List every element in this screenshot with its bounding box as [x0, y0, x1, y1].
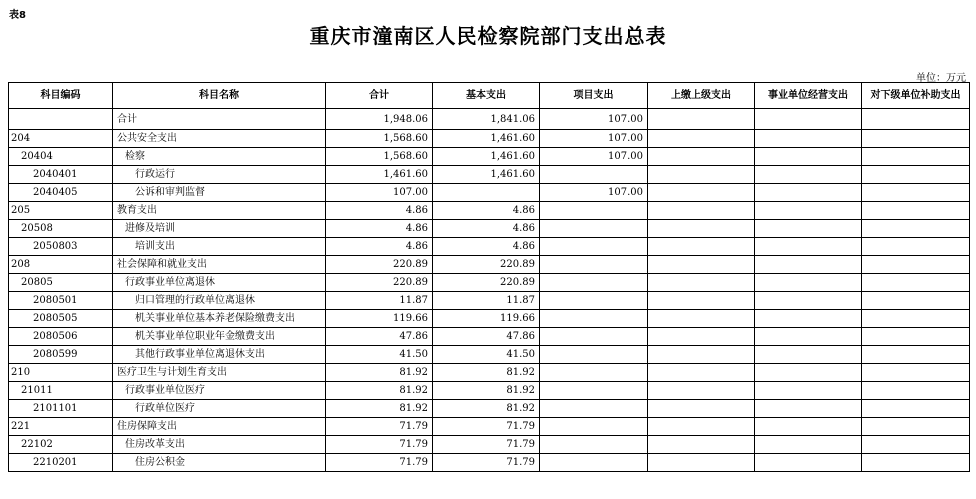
cell-project — [540, 436, 648, 454]
header-name: 科目名称 — [113, 83, 326, 109]
cell-total: 71.79 — [326, 454, 433, 472]
cell-name: 教育支出 — [113, 202, 326, 220]
cell-upper — [648, 256, 755, 274]
table-row — [9, 274, 970, 292]
cell-subsidy — [862, 346, 970, 364]
cell-code: 205 — [9, 202, 113, 220]
cell-basic: 71.79 — [433, 436, 540, 454]
cell-upper — [648, 346, 755, 364]
cell-business — [755, 328, 862, 346]
cell-name: 归口管理的行政单位离退休 — [113, 292, 326, 310]
cell-business — [755, 109, 862, 130]
cell-basic: 1,461.60 — [433, 130, 540, 148]
cell-subsidy — [862, 148, 970, 166]
cell-subsidy — [862, 292, 970, 310]
cell-total: 71.79 — [326, 418, 433, 436]
cell-business — [755, 364, 862, 382]
cell-subsidy — [862, 202, 970, 220]
cell-code: 20805 — [9, 274, 113, 292]
header-upper: 上缴上级支出 — [648, 83, 755, 109]
cell-project — [540, 292, 648, 310]
cell-name: 医疗卫生与计划生育支出 — [113, 364, 326, 382]
cell-business — [755, 220, 862, 238]
cell-project — [540, 418, 648, 436]
cell-basic — [433, 184, 540, 202]
cell-name: 行政事业单位离退休 — [113, 274, 326, 292]
cell-upper — [648, 292, 755, 310]
cell-basic: 1,461.60 — [433, 148, 540, 166]
cell-basic: 11.87 — [433, 292, 540, 310]
cell-business — [755, 166, 862, 184]
cell-upper — [648, 454, 755, 472]
cell-subsidy — [862, 166, 970, 184]
table-row — [9, 109, 970, 130]
cell-name: 检察 — [113, 148, 326, 166]
cell-code: 2080506 — [9, 328, 113, 346]
cell-basic: 71.79 — [433, 454, 540, 472]
table-row — [9, 364, 970, 382]
cell-subsidy — [862, 238, 970, 256]
cell-subsidy — [862, 184, 970, 202]
cell-name: 住房改革支出 — [113, 436, 326, 454]
cell-business — [755, 256, 862, 274]
cell-name: 社会保障和就业支出 — [113, 256, 326, 274]
cell-basic: 220.89 — [433, 274, 540, 292]
page-title: 重庆市潼南区人民检察院部门支出总表 — [309, 24, 667, 48]
header-subsidy: 对下级单位补助支出 — [862, 83, 970, 109]
cell-total: 11.87 — [326, 292, 433, 310]
cell-basic: 4.86 — [433, 202, 540, 220]
cell-code: 22102 — [9, 436, 113, 454]
cell-project — [540, 346, 648, 364]
cell-total: 1,568.60 — [326, 148, 433, 166]
cell-subsidy — [862, 130, 970, 148]
cell-code: 2040401 — [9, 166, 113, 184]
cell-total: 41.50 — [326, 346, 433, 364]
cell-upper — [648, 310, 755, 328]
cell-subsidy — [862, 436, 970, 454]
cell-subsidy — [862, 328, 970, 346]
table-row — [9, 256, 970, 274]
cell-project — [540, 238, 648, 256]
cell-upper — [648, 274, 755, 292]
cell-total: 81.92 — [326, 382, 433, 400]
cell-subsidy — [862, 310, 970, 328]
cell-business — [755, 310, 862, 328]
cell-project — [540, 454, 648, 472]
cell-basic: 81.92 — [433, 400, 540, 418]
cell-basic: 220.89 — [433, 256, 540, 274]
cell-upper — [648, 109, 755, 130]
cell-code: 2101101 — [9, 400, 113, 418]
cell-upper — [648, 382, 755, 400]
cell-name: 住房保障支出 — [113, 418, 326, 436]
table-row — [9, 148, 970, 166]
cell-project — [540, 328, 648, 346]
cell-business — [755, 454, 862, 472]
cell-business — [755, 436, 862, 454]
cell-subsidy — [862, 256, 970, 274]
cell-total: 1,461.60 — [326, 166, 433, 184]
cell-name: 住房公积金 — [113, 454, 326, 472]
table-row — [9, 382, 970, 400]
cell-upper — [648, 436, 755, 454]
cell-subsidy — [862, 454, 970, 472]
cell-business — [755, 382, 862, 400]
cell-total: 220.89 — [326, 256, 433, 274]
cell-project — [540, 364, 648, 382]
cell-subsidy — [862, 382, 970, 400]
cell-business — [755, 184, 862, 202]
table-row — [9, 184, 970, 202]
table-row — [9, 418, 970, 436]
cell-code: 221 — [9, 418, 113, 436]
cell-code — [9, 109, 113, 130]
cell-total: 47.86 — [326, 328, 433, 346]
cell-name: 公诉和审判监督 — [113, 184, 326, 202]
cell-project: 107.00 — [540, 130, 648, 148]
cell-subsidy — [862, 109, 970, 130]
cell-code: 208 — [9, 256, 113, 274]
cell-project — [540, 382, 648, 400]
header-basic: 基本支出 — [433, 83, 540, 109]
cell-subsidy — [862, 418, 970, 436]
cell-name: 公共安全支出 — [113, 130, 326, 148]
cell-name: 行政单位医疗 — [113, 400, 326, 418]
cell-business — [755, 148, 862, 166]
cell-upper — [648, 328, 755, 346]
cell-basic: 81.92 — [433, 382, 540, 400]
table-body — [9, 109, 970, 472]
cell-code: 2210201 — [9, 454, 113, 472]
cell-project: 107.00 — [540, 148, 648, 166]
header-total: 合计 — [326, 83, 433, 109]
cell-business — [755, 274, 862, 292]
cell-project — [540, 202, 648, 220]
table-row — [9, 436, 970, 454]
table-row — [9, 292, 970, 310]
cell-business — [755, 400, 862, 418]
cell-business — [755, 292, 862, 310]
cell-business — [755, 238, 862, 256]
cell-name: 行政事业单位医疗 — [113, 382, 326, 400]
cell-subsidy — [862, 400, 970, 418]
cell-project — [540, 256, 648, 274]
table-row — [9, 400, 970, 418]
cell-code: 2080501 — [9, 292, 113, 310]
cell-name: 机关事业单位职业年金缴费支出 — [113, 328, 326, 346]
cell-total: 119.66 — [326, 310, 433, 328]
table-row — [9, 454, 970, 472]
cell-name: 其他行政事业单位离退休支出 — [113, 346, 326, 364]
table-row — [9, 166, 970, 184]
cell-subsidy — [862, 220, 970, 238]
cell-project — [540, 166, 648, 184]
table-row — [9, 238, 970, 256]
cell-business — [755, 346, 862, 364]
cell-upper — [648, 364, 755, 382]
cell-total: 4.86 — [326, 238, 433, 256]
cell-code: 210 — [9, 364, 113, 382]
cell-code: 204 — [9, 130, 113, 148]
table-row — [9, 328, 970, 346]
cell-total: 220.89 — [326, 274, 433, 292]
table-row — [9, 346, 970, 364]
cell-upper — [648, 202, 755, 220]
cell-subsidy — [862, 274, 970, 292]
cell-basic: 1,841.06 — [433, 109, 540, 130]
cell-code: 2040405 — [9, 184, 113, 202]
cell-basic: 41.50 — [433, 346, 540, 364]
cell-business — [755, 202, 862, 220]
cell-code: 20404 — [9, 148, 113, 166]
cell-project — [540, 274, 648, 292]
cell-total: 4.86 — [326, 202, 433, 220]
cell-upper — [648, 418, 755, 436]
cell-code: 20508 — [9, 220, 113, 238]
expenditure-table — [8, 82, 970, 472]
cell-total: 1,948.06 — [326, 109, 433, 130]
header-project: 项目支出 — [540, 83, 648, 109]
cell-name: 机关事业单位基本养老保险缴费支出 — [113, 310, 326, 328]
cell-code: 2050803 — [9, 238, 113, 256]
header-row — [9, 83, 970, 109]
header-business: 事业单位经营支出 — [755, 83, 862, 109]
cell-basic: 119.66 — [433, 310, 540, 328]
cell-upper — [648, 184, 755, 202]
cell-project: 107.00 — [540, 109, 648, 130]
cell-total: 71.79 — [326, 436, 433, 454]
cell-project — [540, 400, 648, 418]
cell-business — [755, 418, 862, 436]
cell-upper — [648, 148, 755, 166]
cell-total: 107.00 — [326, 184, 433, 202]
cell-upper — [648, 166, 755, 184]
cell-business — [755, 130, 862, 148]
cell-project: 107.00 — [540, 184, 648, 202]
table-number: 表8 — [9, 10, 26, 21]
cell-name: 合计 — [113, 109, 326, 130]
cell-total: 81.92 — [326, 364, 433, 382]
cell-subsidy — [862, 364, 970, 382]
cell-upper — [648, 220, 755, 238]
cell-upper — [648, 400, 755, 418]
cell-code: 2080505 — [9, 310, 113, 328]
cell-basic: 81.92 — [433, 364, 540, 382]
header-code: 科目编码 — [9, 83, 113, 109]
table-row — [9, 130, 970, 148]
table-row — [9, 310, 970, 328]
cell-basic: 4.86 — [433, 220, 540, 238]
cell-name: 培训支出 — [113, 238, 326, 256]
unit-label: 单位：万元 — [916, 73, 966, 84]
table-row — [9, 202, 970, 220]
cell-basic: 47.86 — [433, 328, 540, 346]
cell-code: 21011 — [9, 382, 113, 400]
cell-upper — [648, 130, 755, 148]
cell-project — [540, 220, 648, 238]
cell-basic: 4.86 — [433, 238, 540, 256]
table-row — [9, 220, 970, 238]
cell-total: 4.86 — [326, 220, 433, 238]
cell-upper — [648, 238, 755, 256]
cell-basic: 1,461.60 — [433, 166, 540, 184]
cell-project — [540, 310, 648, 328]
cell-total: 1,568.60 — [326, 130, 433, 148]
cell-name: 行政运行 — [113, 166, 326, 184]
cell-basic: 71.79 — [433, 418, 540, 436]
cell-code: 2080599 — [9, 346, 113, 364]
cell-name: 进修及培训 — [113, 220, 326, 238]
cell-total: 81.92 — [326, 400, 433, 418]
